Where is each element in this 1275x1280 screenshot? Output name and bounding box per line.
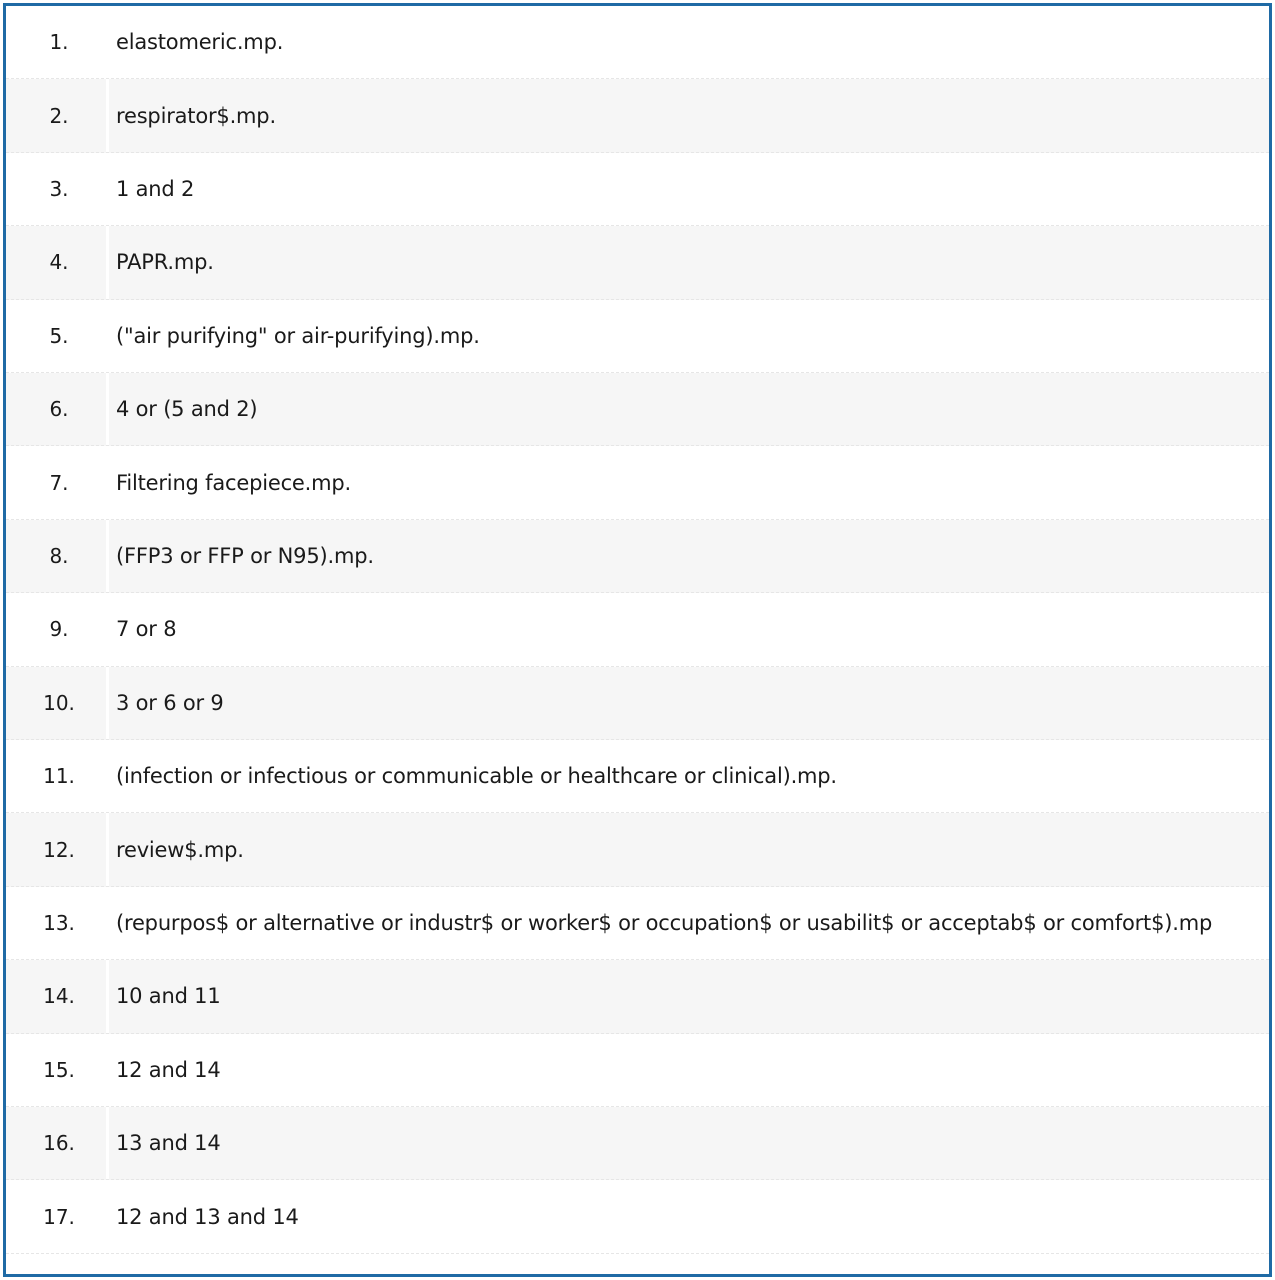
line-number: 6. [6,373,109,445]
line-number: 1. [6,6,109,78]
search-query: (repurpos$ or alternative or industr$ or worker$ or occupation$ or usabilit$ or acceptab$ or comfort$).mp [116,910,1213,935]
table-row [6,667,1269,740]
search-query: 12 and 13 and 14 [116,1204,299,1229]
search-query: 1 and 2 [116,176,195,201]
line-number: 11. [6,740,109,812]
line-number: 5. [6,300,109,372]
search-query: 3 or 6 or 9 [116,690,224,715]
table-row [6,300,1269,373]
table-row [6,446,1269,519]
search-query: PAPR.mp. [116,250,214,275]
line-number: 8. [6,520,109,592]
line-number: 17. [6,1180,109,1252]
line-number: 12. [6,813,109,885]
search-query: 12 and 14 [116,1057,221,1082]
table-row [6,153,1269,226]
table-row [6,1034,1269,1107]
search-query: 7 or 8 [116,617,177,642]
line-number: 4. [6,226,109,298]
table-row [6,593,1269,666]
line-number: 13. [6,887,109,959]
line-number: 14. [6,960,109,1032]
table-row [6,1180,1269,1253]
table-row [6,1107,1269,1180]
search-query: ("air purifying" or air-purifying).mp. [116,323,480,348]
search-query: 13 and 14 [116,1131,221,1156]
search-query: 4 or (5 and 2) [116,397,258,422]
table-row [6,960,1269,1033]
table-row [6,740,1269,813]
line-number: 7. [6,446,109,518]
search-query: (infection or infectious or communicable or healthcare or clinical).mp. [116,764,837,789]
line-number: 9. [6,593,109,665]
search-query: review$.mp. [116,837,244,862]
table-row [6,226,1269,299]
table-row [6,887,1269,960]
search-query: elastomeric.mp. [116,30,284,55]
table-row [6,373,1269,446]
line-number: 3. [6,153,109,225]
search-query: respirator$.mp. [116,103,276,128]
search-query: Filtering facepiece.mp. [116,470,351,495]
table-row [6,520,1269,593]
line-number: 16. [6,1107,109,1179]
line-number: 15. [6,1034,109,1106]
search-strategy-table [3,3,1272,1277]
search-query: 10 and 11 [116,984,221,1009]
table-row [6,6,1269,79]
table-row [6,79,1269,152]
line-number: 2. [6,79,109,151]
table-body [6,6,1269,1274]
search-query: (FFP3 or FFP or N95).mp. [116,543,374,568]
line-number: 10. [6,667,109,739]
table-row [6,813,1269,886]
